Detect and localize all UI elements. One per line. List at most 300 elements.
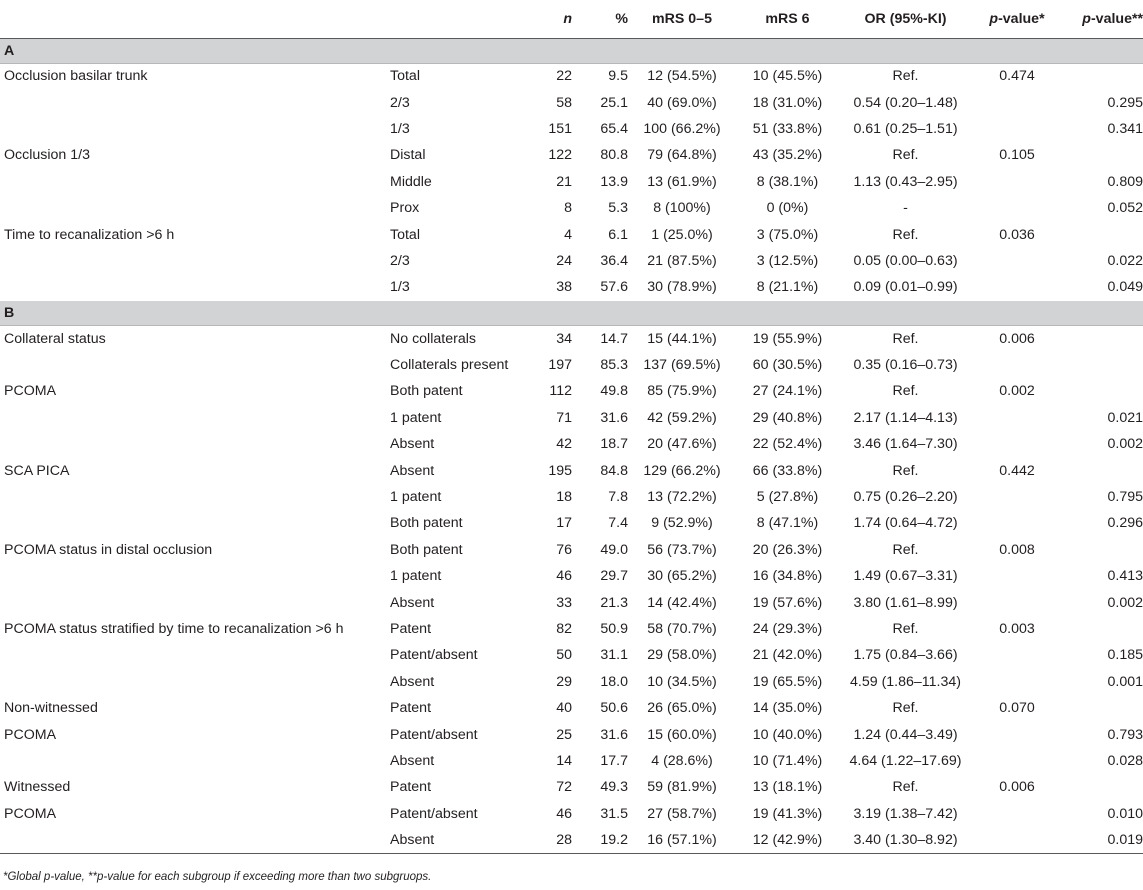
cell-p-sub: 0.010 (1107, 805, 1143, 822)
cell-pct: 7.4 (608, 515, 628, 532)
section-label: A (0, 38, 1143, 63)
cell-n: 21 (556, 173, 572, 190)
cell-mrs6: 60 (30.5%) (752, 357, 823, 374)
row-label (0, 431, 390, 457)
cell-mrs05: 29 (58.0%) (647, 647, 717, 664)
cell-mrs05: 21 (87.5%) (647, 252, 717, 269)
table-row (0, 431, 1143, 457)
row-subgroup: 2/3 (390, 94, 410, 111)
footnote-part3: -value for each subgroup if exceeding more than two subgruops. (103, 871, 432, 883)
cell-p-sub: 0.022 (1107, 252, 1143, 269)
cell-mrs05: 9 (52.9%) (651, 515, 713, 532)
cell-or: Ref. (892, 700, 919, 717)
cell-p-global (972, 484, 1062, 510)
cell-pct: 31.6 (600, 409, 628, 426)
cell-p-sub: 0.052 (1107, 200, 1143, 217)
cell-pct: 57.6 (600, 279, 628, 296)
row-subgroup: Absent (390, 462, 435, 479)
cell-or: 1.13 (0.43–2.95) (853, 173, 958, 190)
cell-or: Ref. (892, 462, 919, 479)
row-label (0, 669, 390, 695)
cell-pct: 29.7 (600, 568, 628, 585)
cell-n: 46 (556, 805, 572, 822)
cell-mrs05: 79 (64.8%) (647, 147, 717, 164)
cell-or: - (903, 200, 908, 217)
cell-pct: 21.3 (600, 594, 628, 611)
cell-n: 24 (556, 252, 572, 269)
cell-n: 42 (556, 436, 572, 453)
header-or: OR (95%-KI) (839, 0, 972, 38)
cell-pct: 84.8 (600, 462, 628, 479)
cell-mrs6: 14 (35.0%) (752, 700, 823, 717)
cell-p-global (972, 116, 1062, 142)
cell-p-sub (1062, 326, 1143, 352)
cell-mrs05: 56 (73.7%) (647, 541, 717, 558)
cell-or: 1.75 (0.84–3.66) (853, 647, 958, 664)
cell-p-sub: 0.021 (1107, 409, 1143, 426)
header-mrs6: mRS 6 (736, 0, 839, 38)
cell-p-sub (1062, 616, 1143, 642)
cell-n: 28 (530, 827, 572, 853)
row-subgroup: Patent (390, 621, 432, 637)
row-label: Occlusion 1/3 (4, 147, 90, 164)
cell-n: 151 (548, 120, 572, 137)
cell-mrs6: 13 (18.1%) (752, 779, 823, 796)
cell-mrs05: 85 (75.9%) (647, 383, 717, 400)
row-subgroup: Distal (390, 147, 426, 164)
row-label (0, 352, 390, 378)
cell-p-sub (1062, 695, 1143, 721)
cell-or: Ref. (892, 330, 919, 347)
header-row (0, 0, 1143, 38)
cell-pct: 17.7 (600, 752, 628, 769)
cell-mrs05: 1 (25.0%) (651, 226, 713, 243)
cell-p-global: 0.003 (999, 621, 1035, 637)
cell-p-global: 0.008 (999, 541, 1035, 558)
row-label (0, 405, 390, 431)
cell-mrs05: 58 (70.7%) (647, 621, 717, 637)
cell-or: 3.40 (1.30–8.92) (839, 827, 972, 853)
cell-p-sub (1062, 537, 1143, 563)
cell-n: 33 (556, 594, 572, 611)
row-subgroup: 1/3 (390, 279, 410, 296)
cell-p-sub: 0.793 (1107, 726, 1143, 743)
table-row (0, 63, 1143, 89)
row-label: PCOMA (4, 805, 57, 822)
cell-or: 1.74 (0.64–4.72) (853, 515, 958, 532)
cell-mrs6: 5 (27.8%) (756, 489, 819, 506)
cell-or: 0.35 (0.16–0.73) (853, 357, 958, 374)
cell-mrs6: 8 (38.1%) (756, 173, 819, 190)
table-body (0, 38, 1143, 853)
cell-p-global: 0.105 (999, 147, 1035, 164)
cell-n: 122 (548, 147, 572, 164)
cell-p-sub: 0.001 (1107, 673, 1143, 690)
cell-n: 18 (556, 489, 572, 506)
cell-p-sub: 0.296 (1107, 515, 1143, 532)
row-label: Witnessed (4, 779, 71, 796)
row-label: PCOMA (4, 726, 57, 743)
row-label: Time to recanalization >6 h (4, 226, 175, 243)
header-n: n (530, 0, 572, 38)
cell-p-global (972, 563, 1062, 589)
cell-mrs6: 3 (75.0%) (756, 226, 819, 243)
cell-p-sub: 0.028 (1107, 752, 1143, 769)
row-label (0, 563, 390, 589)
cell-pct: 31.6 (600, 726, 628, 743)
cell-pct: 19.2 (572, 827, 628, 853)
cell-mrs05: 129 (66.2%) (643, 462, 721, 479)
table-row (0, 748, 1143, 774)
cell-p-sub (1062, 63, 1143, 89)
cell-p-global (972, 431, 1062, 457)
row-subgroup: Patent/absent (390, 647, 478, 664)
cell-p-global (972, 721, 1062, 747)
cell-mrs05: 4 (28.6%) (651, 752, 713, 769)
cell-mrs6: 19 (65.5%) (752, 673, 823, 690)
row-label: Collateral status (4, 330, 106, 347)
row-label (0, 510, 390, 536)
table-row (0, 378, 1143, 404)
cell-or: Ref. (892, 541, 919, 558)
cell-pct: 18.7 (600, 436, 628, 453)
cell-p-global: 0.442 (999, 462, 1035, 479)
cell-or: 4.64 (1.22–17.69) (849, 752, 962, 769)
row-label (0, 248, 390, 274)
cell-mrs6: 12 (42.9%) (736, 827, 839, 853)
cell-pct: 31.1 (600, 647, 628, 664)
cell-p-global (972, 169, 1062, 195)
cell-n: 76 (556, 541, 572, 558)
cell-mrs05: 59 (81.9%) (647, 779, 717, 796)
cell-p-global: 0.474 (999, 68, 1035, 85)
table-row (0, 510, 1143, 536)
cell-p-sub (1062, 221, 1143, 247)
cell-mrs05: 13 (61.9%) (647, 173, 717, 190)
cell-pct: 13.9 (600, 173, 628, 190)
table-row (0, 405, 1143, 431)
cell-pct: 85.3 (600, 357, 628, 374)
cell-p-sub: 0.809 (1107, 173, 1143, 190)
row-subgroup: 2/3 (390, 252, 410, 269)
cell-n: 4 (564, 226, 572, 243)
cell-pct: 80.8 (600, 147, 628, 164)
row-label (0, 116, 390, 142)
table-footnote (3, 871, 431, 883)
cell-p-sub (1062, 142, 1143, 168)
cell-p-sub (1062, 457, 1143, 483)
row-subgroup: Total (390, 68, 420, 85)
cell-or: 3.80 (1.61–8.99) (853, 594, 958, 611)
cell-mrs05: 16 (57.1%) (628, 827, 736, 853)
row-subgroup: Absent (390, 594, 435, 611)
cell-mrs6: 24 (29.3%) (752, 621, 823, 637)
row-subgroup: Patent (390, 700, 432, 717)
header-blank (0, 0, 390, 38)
row-subgroup: 1/3 (390, 120, 410, 137)
cell-p-global (972, 801, 1062, 827)
cell-or: Ref. (892, 226, 919, 243)
row-subgroup: Collaterals present (390, 357, 509, 374)
row-label (0, 169, 390, 195)
cell-n: 14 (556, 752, 572, 769)
cell-or: Ref. (892, 68, 919, 85)
cell-p-global: 0.006 (999, 779, 1035, 796)
cell-mrs05: 15 (44.1%) (647, 330, 717, 347)
cell-p-sub: 0.795 (1107, 489, 1143, 506)
cell-n: 50 (556, 647, 572, 664)
cell-mrs05: 137 (69.5%) (643, 357, 721, 374)
table-row (0, 195, 1143, 221)
table-row (0, 721, 1143, 747)
cell-mrs05: 12 (54.5%) (647, 68, 717, 85)
cell-or: 0.09 (0.01–0.99) (853, 279, 958, 296)
cell-n: 8 (564, 200, 572, 217)
cell-n: 38 (556, 279, 572, 296)
cell-pct: 50.9 (600, 621, 628, 637)
row-subgroup: Total (390, 226, 420, 243)
cell-or: Ref. (892, 383, 919, 400)
cell-p-global (972, 642, 1062, 668)
cell-mrs6: 16 (34.8%) (752, 568, 823, 585)
cell-n: 25 (556, 726, 572, 743)
row-subgroup: Patent (390, 779, 432, 796)
row-subgroup: Prox (390, 200, 420, 217)
cell-pct: 9.5 (608, 68, 628, 85)
cell-p-global (972, 89, 1062, 115)
cell-p-sub: 0.049 (1107, 279, 1143, 296)
header-p-sub-p: p (1082, 10, 1091, 27)
cell-p-sub: 0.002 (1107, 436, 1143, 453)
cell-pct: 49.8 (600, 383, 628, 400)
section-label: B (0, 301, 1143, 326)
cell-n: 22 (556, 68, 572, 85)
row-subgroup: No collaterals (390, 330, 476, 347)
cell-n: 29 (556, 673, 572, 690)
table-row (0, 352, 1143, 378)
table-row (0, 169, 1143, 195)
row-subgroup: Patent/absent (390, 805, 478, 822)
table-row (0, 116, 1143, 142)
cell-n: 82 (556, 621, 572, 637)
cell-mrs6: 20 (26.3%) (752, 541, 823, 558)
header-p-global (972, 0, 1062, 38)
table-row (0, 484, 1143, 510)
header-p-global-rest: -value* (998, 10, 1045, 27)
row-subgroup: 1 patent (390, 409, 442, 426)
cell-or: 0.75 (0.26–2.20) (853, 489, 958, 506)
cell-p-sub: 0.341 (1107, 120, 1143, 137)
cell-or: 3.46 (1.64–7.30) (853, 436, 958, 453)
cell-mrs6: 3 (12.5%) (756, 252, 819, 269)
row-label: Occlusion basilar trunk (4, 68, 148, 85)
row-label (0, 748, 390, 774)
cell-or: 0.05 (0.00–0.63) (853, 252, 958, 269)
cell-mrs05: 30 (65.2%) (647, 568, 717, 585)
cell-or: 2.17 (1.14–4.13) (853, 409, 958, 426)
cell-p-global (972, 510, 1062, 536)
cell-p-global: 0.036 (999, 226, 1035, 243)
header-p-sub (1062, 0, 1143, 38)
cell-or: Ref. (892, 779, 919, 796)
cell-mrs6: 19 (55.9%) (752, 330, 823, 347)
table-row (0, 89, 1143, 115)
row-label (0, 195, 390, 221)
row-subgroup: Both patent (390, 383, 463, 400)
row-subgroup: Absent (390, 752, 435, 769)
row-label (0, 274, 390, 300)
cell-mrs05: 40 (69.0%) (647, 94, 717, 111)
cell-n: 17 (556, 515, 572, 532)
header-p-sub-rest: -value** (1090, 10, 1143, 27)
cell-pct: 65.4 (600, 120, 628, 137)
table-row (0, 248, 1143, 274)
header-pct: % (572, 0, 628, 38)
table-row (0, 274, 1143, 300)
cell-mrs6: 27 (24.1%) (752, 383, 823, 400)
cell-mrs6: 8 (47.1%) (756, 515, 819, 532)
row-subgroup: 1 patent (390, 568, 442, 585)
row-label: PCOMA status stratified by time to recanalization >6 h (4, 621, 344, 637)
table-row (0, 589, 1143, 615)
cell-mrs6: 22 (52.4%) (752, 436, 823, 453)
cell-mrs6: 51 (33.8%) (752, 120, 823, 137)
table-row (0, 827, 1143, 853)
cell-p-sub: 0.413 (1107, 568, 1143, 585)
cell-p-global (972, 195, 1062, 221)
cell-mrs05: 13 (72.2%) (647, 489, 717, 506)
table-row (0, 142, 1143, 168)
section-header-row (0, 301, 1143, 326)
row-label: SCA PICA (4, 462, 70, 479)
cell-or: Ref. (892, 621, 919, 637)
cell-n: 112 (549, 383, 572, 400)
cell-mrs6: 29 (40.8%) (752, 409, 823, 426)
row-subgroup: Both patent (390, 515, 463, 532)
cell-n: 197 (548, 357, 572, 374)
cell-mrs6: 43 (35.2%) (752, 147, 823, 164)
cell-mrs6: 10 (71.4%) (752, 752, 823, 769)
row-subgroup: Both patent (390, 541, 463, 558)
cell-or: 3.19 (1.38–7.42) (853, 805, 958, 822)
cell-p-global: 0.006 (999, 330, 1035, 347)
table-row (0, 326, 1143, 352)
cell-or: Ref. (892, 147, 919, 164)
cell-p-global (972, 274, 1062, 300)
table-row (0, 774, 1143, 800)
cell-mrs6: 10 (45.5%) (752, 68, 823, 85)
row-label (0, 89, 390, 115)
cell-mrs6: 19 (41.3%) (752, 805, 823, 822)
cell-or: 4.59 (1.86–11.34) (850, 673, 961, 690)
cell-p-global (972, 352, 1062, 378)
cell-mrs6: 0 (0%) (766, 200, 809, 217)
cell-pct: 14.7 (600, 330, 628, 347)
row-subgroup: Patent/absent (390, 726, 478, 743)
cell-n: 71 (556, 409, 572, 426)
table-row (0, 537, 1143, 563)
footnote-part1: *Global (3, 871, 44, 883)
cell-mrs05: 8 (100%) (653, 200, 711, 217)
cell-n: 34 (556, 330, 572, 347)
cell-pct: 49.0 (600, 541, 628, 558)
row-subgroup: Absent (390, 673, 435, 690)
cell-p-global (972, 669, 1062, 695)
cell-p-sub: 0.295 (1107, 94, 1143, 111)
cell-pct: 49.3 (600, 779, 628, 796)
row-subgroup: Absent (390, 827, 530, 853)
row-subgroup: 1 patent (390, 489, 442, 506)
cell-pct: 6.1 (608, 226, 628, 243)
footnote-p1: p (43, 871, 51, 883)
cell-pct: 7.8 (608, 489, 628, 506)
cell-n: 58 (556, 94, 572, 111)
table-row (0, 642, 1143, 668)
cell-or: 0.61 (0.25–1.51) (853, 120, 958, 137)
cell-p-sub: 0.019 (1062, 827, 1143, 853)
cell-or: 1.24 (0.44–3.49) (853, 726, 958, 743)
cell-mrs6: 18 (31.0%) (752, 94, 823, 111)
row-label (0, 484, 390, 510)
header-blank-sub (390, 0, 530, 38)
cell-p-sub (1062, 352, 1143, 378)
cell-p-global: 0.002 (999, 383, 1035, 400)
cell-mrs05: 20 (47.6%) (647, 436, 717, 453)
footnote-part2: -value, ** (50, 871, 97, 883)
cell-mrs05: 30 (78.9%) (647, 279, 717, 296)
cell-mrs6: 10 (40.0%) (752, 726, 823, 743)
table-row (0, 695, 1143, 721)
row-subgroup: Middle (390, 173, 432, 190)
table-row (0, 616, 1143, 642)
row-label (0, 642, 390, 668)
cell-p-global: 0.070 (999, 700, 1035, 717)
section-header-row (0, 38, 1143, 63)
cell-or: 1.49 (0.67–3.31) (853, 568, 958, 585)
cell-pct: 31.5 (600, 805, 628, 822)
cell-n: 72 (556, 779, 572, 796)
cell-pct: 25.1 (600, 94, 628, 111)
cell-p-sub (1062, 774, 1143, 800)
cell-or: 0.54 (0.20–1.48) (853, 94, 958, 111)
cell-n: 46 (556, 568, 572, 585)
cell-p-global (972, 589, 1062, 615)
cell-pct: 5.3 (608, 200, 628, 217)
cell-pct: 18.0 (600, 673, 628, 690)
row-label (0, 589, 390, 615)
footnote-p2: p (97, 871, 104, 883)
cell-p-sub: 0.185 (1107, 647, 1143, 664)
cell-mrs6: 21 (42.0%) (752, 647, 823, 664)
cell-pct: 36.4 (600, 252, 628, 269)
cell-p-sub: 0.002 (1107, 594, 1143, 611)
cell-mrs05: 15 (60.0%) (647, 726, 717, 743)
cell-p-global (972, 748, 1062, 774)
table-row (0, 221, 1143, 247)
cell-mrs05: 10 (34.5%) (647, 673, 717, 690)
cell-mrs05: 27 (58.7%) (647, 805, 717, 822)
cell-mrs6: 8 (21.1%) (756, 279, 819, 296)
cell-p-sub (1062, 378, 1143, 404)
header-p-global-p: p (989, 10, 999, 27)
cell-mrs6: 19 (57.6%) (752, 594, 823, 611)
row-label: PCOMA (4, 383, 57, 400)
cell-mrs05: 26 (65.0%) (647, 700, 717, 717)
header-mrs05: mRS 0–5 (628, 0, 736, 38)
cell-mrs05: 42 (59.2%) (647, 409, 717, 426)
row-subgroup: Absent (390, 436, 435, 453)
table-row (0, 801, 1143, 827)
